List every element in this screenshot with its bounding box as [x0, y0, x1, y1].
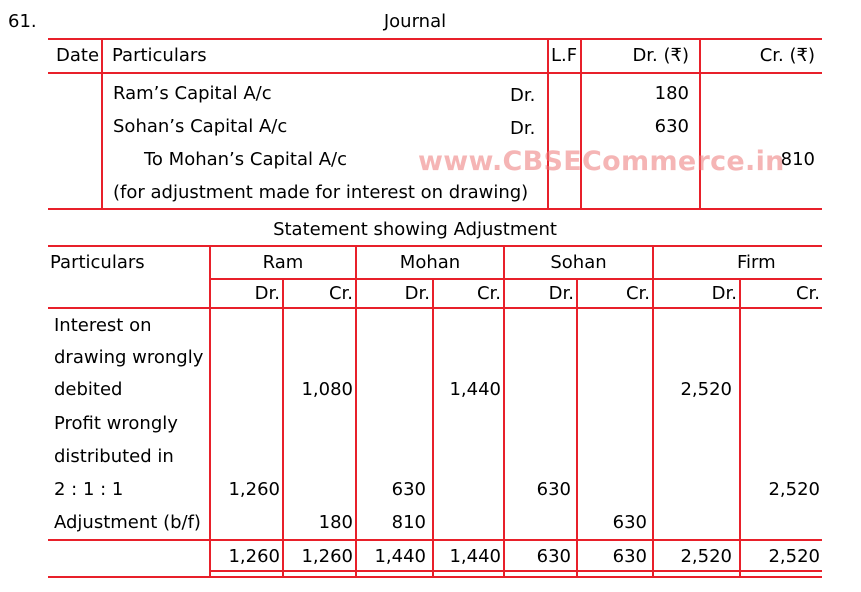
statement-particular: distributed in [54, 446, 174, 467]
journal-narration: (for adjustment made for interest on drawing) [113, 182, 529, 203]
subheader-cr: Cr. [476, 283, 501, 304]
journal-header-lf: L.F [550, 45, 578, 66]
journal-header-cr: Cr. (₹) [759, 45, 815, 66]
journal-header-date: Date [56, 45, 100, 66]
total-cell: 630 [612, 546, 647, 567]
journal-dr-marker: Dr. [510, 85, 536, 106]
statement-cell: 1,080 [301, 379, 353, 400]
journal-header-dr: Dr. (₹) [632, 45, 689, 66]
journal-dr-marker: Dr. [510, 118, 536, 139]
statement-cell: 630 [391, 479, 426, 500]
statement-cell: 1,440 [449, 379, 501, 400]
statement-cell: 2,520 [768, 479, 820, 500]
question-number: 61. [8, 11, 37, 32]
journal-cr-amount: 810 [780, 149, 815, 170]
total-cell: 1,260 [301, 546, 353, 567]
total-cell: 2,520 [768, 546, 820, 567]
subheader-dr: Dr. [404, 283, 430, 304]
total-cell: 1,440 [449, 546, 501, 567]
total-cell: 2,520 [680, 546, 732, 567]
journal-dr-amount: 180 [654, 83, 689, 104]
journal-row-particulars: Ram’s Capital A/c [113, 83, 272, 104]
journal-header-particulars: Particulars [112, 45, 207, 66]
statement-particular: Profit wrongly [54, 413, 178, 434]
statement-cell: 1,260 [228, 479, 280, 500]
subheader-dr: Dr. [254, 283, 280, 304]
statement-particular: debited [54, 379, 123, 400]
subheader-cr: Cr. [795, 283, 820, 304]
group-header-sohan: Sohan [550, 252, 607, 273]
total-cell: 1,260 [228, 546, 280, 567]
statement-title: Statement showing Adjustment [273, 219, 557, 240]
group-header-mohan: Mohan [399, 252, 461, 273]
subheader-dr: Dr. [711, 283, 737, 304]
statement-particular: Interest on [54, 315, 152, 336]
statement-cell: 810 [391, 512, 426, 533]
total-cell: 630 [536, 546, 571, 567]
journal-title: Journal [383, 11, 447, 32]
group-header-firm: Firm [737, 252, 776, 273]
statement-header-particulars: Particulars [50, 252, 145, 273]
group-header-ram: Ram [262, 252, 304, 273]
journal-row-particulars: Sohan’s Capital A/c [113, 116, 288, 137]
journal-dr-amount: 630 [654, 116, 689, 137]
subheader-dr: Dr. [548, 283, 574, 304]
watermark: www.CBSECommerce.in [418, 146, 785, 177]
statement-cell: 630 [536, 479, 571, 500]
subheader-cr: Cr. [328, 283, 353, 304]
subheader-cr: Cr. [625, 283, 650, 304]
journal-row-particulars: To Mohan’s Capital A/c [144, 149, 347, 170]
statement-cell: 180 [318, 512, 353, 533]
statement-particular: 2 : 1 : 1 [54, 479, 124, 500]
statement-particular: drawing wrongly [54, 347, 204, 368]
statement-cell: 2,520 [680, 379, 732, 400]
statement-cell: 630 [612, 512, 647, 533]
total-cell: 1,440 [374, 546, 426, 567]
statement-particular: Adjustment (b/f) [54, 512, 201, 533]
